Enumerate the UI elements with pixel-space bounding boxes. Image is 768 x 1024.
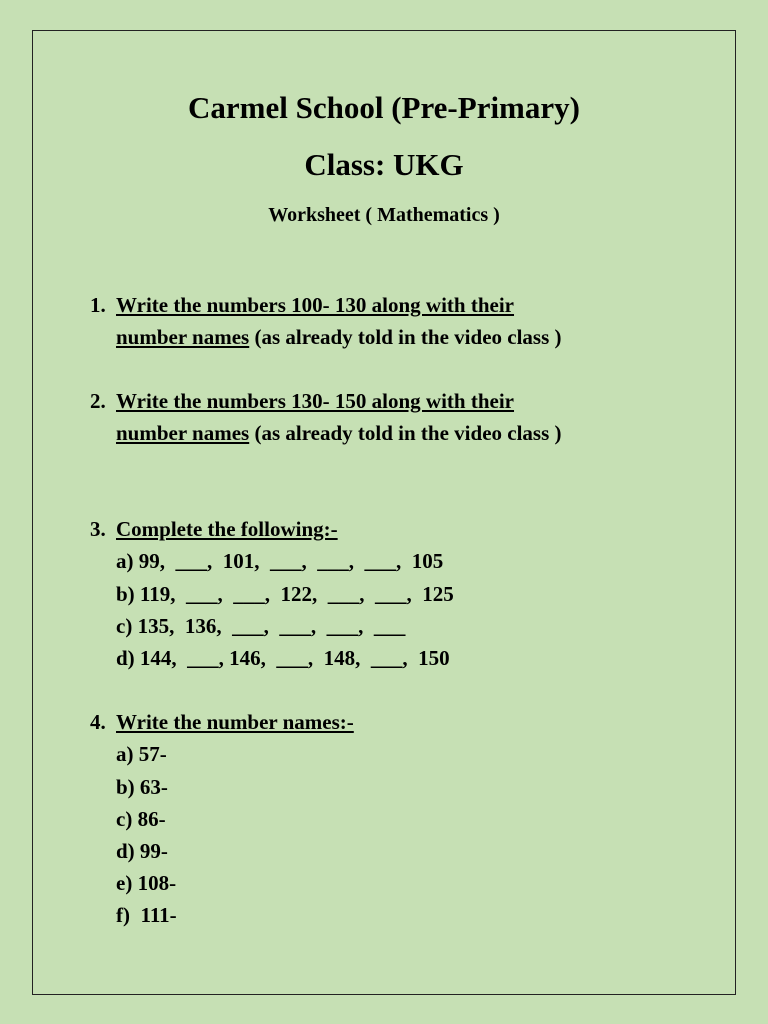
q3-item-a: a) 99, ___, 101, ___, ___, ___, 105 [116, 549, 444, 573]
q4-item-b: b) 63- [116, 775, 168, 799]
question-1-note: (as already told in the video class ) [249, 325, 562, 349]
question-3-heading: Complete the following:- [116, 517, 338, 541]
question-3-number: 3. [90, 517, 106, 541]
q3-item-d: d) 144, ___, 146, ___, 148, ___, 150 [116, 646, 450, 670]
question-1-text-line1: Write the numbers 100- 130 along with their [116, 293, 515, 317]
question-1-number: 1. [90, 293, 106, 317]
question-4 [90, 706, 354, 738]
q3-item-b: b) 119, ___, ___, 122, ___, ___, 125 [116, 582, 454, 606]
q4-item-a: a) 57- [116, 742, 167, 766]
question-2-text-line1: Write the numbers 130- 150 along with their [116, 389, 515, 413]
q3-item-c: c) 135, 136, ___, ___, ___, ___ [116, 614, 406, 638]
q4-item-c: c) 86- [116, 807, 166, 831]
question-2-text-line2: number names [116, 421, 250, 445]
question-3 [90, 513, 338, 545]
question-2-note: (as already told in the video class ) [249, 421, 562, 445]
question-4-number: 4. [90, 710, 106, 734]
worksheet-subtitle: Worksheet ( Mathematics ) [268, 204, 500, 226]
question-1-text-line2: number names [116, 325, 250, 349]
question-4-heading: Write the number names:- [116, 710, 354, 734]
q4-item-d: d) 99- [116, 839, 168, 863]
q4-item-e: e) 108- [116, 871, 177, 895]
question-2-number: 2. [90, 389, 106, 413]
class-title: Class: UKG [304, 147, 464, 182]
question-1 [90, 289, 562, 353]
question-2 [90, 385, 562, 449]
q4-item-f: f) 111- [116, 903, 177, 927]
school-title: Carmel School (Pre-Primary) [188, 90, 580, 125]
